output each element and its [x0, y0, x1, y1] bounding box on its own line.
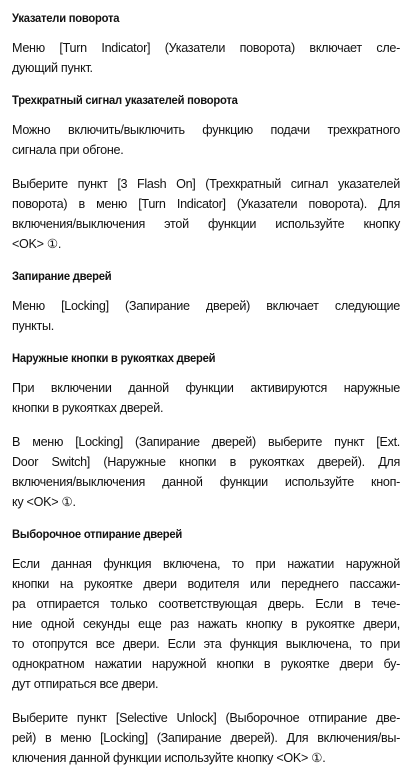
section-heading: Наружные кнопки в рукоятках дверей [12, 351, 216, 365]
section-heading: Трехкратный сигнал указателей поворота [12, 93, 238, 107]
text-line: поворота) в меню [Turn Indicator] (Указатели поворота). Для [12, 197, 400, 211]
text-line: однократном нажатии наружной кнопки в рукоятке двери бу- [12, 657, 400, 671]
paragraph [12, 432, 400, 512]
text-line: В меню [Locking] (Запирание дверей) выберите пункт [Ext. [12, 435, 400, 449]
text-line: кнопки в рукоятках дверей. [12, 401, 164, 415]
text-line: <OK> ①. [12, 237, 62, 251]
section-heading: Указатели поворота [12, 11, 120, 25]
section-heading: Запирание дверей [12, 269, 112, 283]
text-line: ра отпирается только соответствующая дверь. Если в тече- [12, 597, 400, 611]
text-line: ключения данной функции используйте кнопку <OK> ①. [12, 751, 326, 765]
text-line: Можно включить/выключить функцию подачи трехкратного [12, 123, 400, 137]
paragraph [12, 378, 400, 418]
paragraph [12, 120, 400, 160]
text-line: кнопки на рукоятке двери водителя или переднего пассажи- [12, 577, 400, 591]
paragraph [12, 174, 400, 254]
text-line: ку <OK> ①. [12, 495, 76, 509]
text-line: пункты. [12, 319, 54, 333]
text-line: включения/выключения данной функции используйте кноп- [12, 475, 400, 489]
text-line: Выберите пункт [3 Flash On] (Трехкратный сигнал указателей [12, 177, 400, 191]
text-line: Меню [Turn Indicator] (Указатели поворота) включает сле- [12, 41, 400, 55]
text-line: рей) в меню [Locking] (Запирание дверей). Для включения/вы- [12, 731, 400, 745]
text-line: то отопрутся все двери. Если эта функция выключена, то при [12, 637, 400, 651]
paragraph [12, 296, 400, 336]
text-line: Меню [Locking] (Запирание дверей) включает следующие [12, 299, 400, 313]
paragraph [12, 554, 400, 694]
text-line: включения/выключения этой функции используйте кнопку [12, 217, 400, 231]
text-line: Выберите пункт [Selective Unlock] (Выборочное отпирание две- [12, 711, 400, 725]
text-line: При включении данной функции активируются наружные [12, 381, 400, 395]
text-line: Если данная функция включена, то при нажатии наружной [12, 557, 400, 571]
text-line: сигнала при обгоне. [12, 143, 124, 157]
paragraph [12, 38, 400, 78]
paragraph [12, 708, 400, 768]
text-line: ние одной секунды еще раз нажать кнопку в рукоятке двери, [12, 617, 400, 631]
text-line: дут отпираться все двери. [12, 677, 159, 691]
text-line: Door Switch] (Наружные кнопки в рукоятках дверей). Для [12, 455, 400, 469]
section-heading: Выборочное отпирание дверей [12, 527, 183, 541]
text-line: дующий пункт. [12, 61, 93, 75]
